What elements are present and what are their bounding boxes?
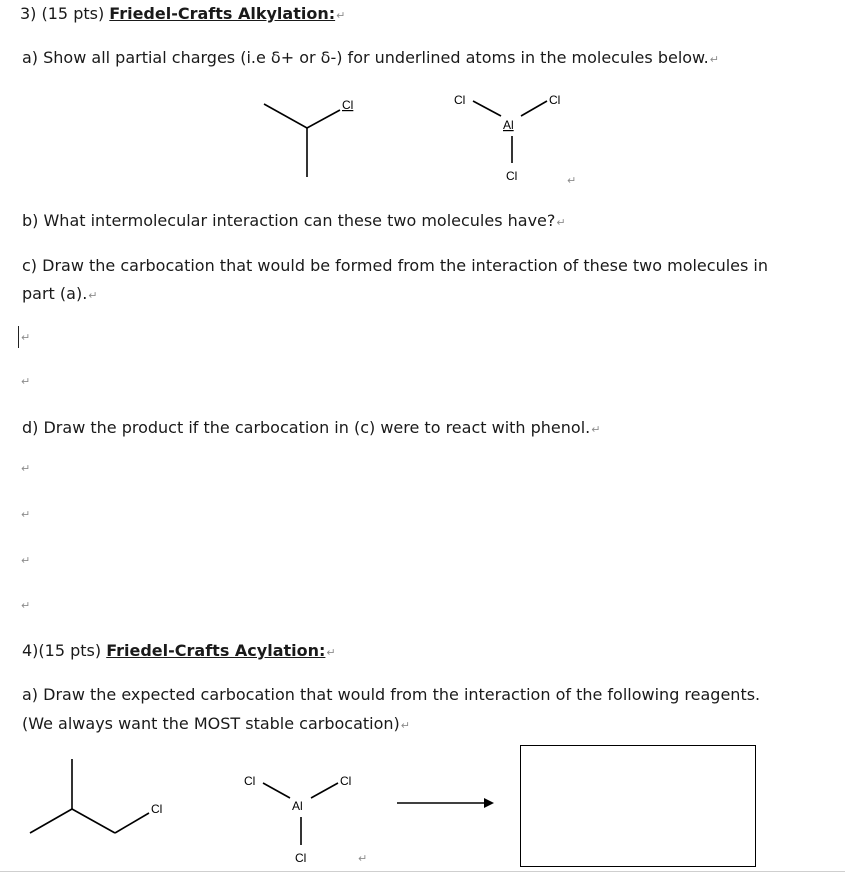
q3-title: Friedel-Crafts Alkylation:: [109, 4, 336, 23]
q4-number: 4)(15 pts): [22, 641, 102, 660]
q4-mol2-ligand-left: Cl: [244, 774, 256, 788]
q3-molecule-lewis-acid: [454, 93, 560, 183]
q3-mol2-ligand-left: Cl: [454, 93, 466, 107]
arrow-head: [484, 798, 494, 808]
paragraph-mark-icon: ↵: [400, 719, 411, 732]
reaction-arrow-icon: [397, 798, 494, 808]
q4-mol2-center: Al: [292, 799, 303, 813]
q4-heading: [22, 641, 336, 663]
q4-part-a-line2: [22, 714, 410, 736]
q4-molecule-lewis-acid: [244, 774, 351, 865]
paragraph-mark-icon: ↵: [21, 331, 31, 344]
q3-part-c-line2: [22, 284, 98, 306]
q4-part-a-line1: [22, 685, 760, 705]
q4-mol2-ligand-bottom: Cl: [295, 851, 307, 865]
bond: [521, 101, 547, 116]
q3-part-b-text: b) What intermolecular interaction can these two molecules have?: [22, 211, 556, 230]
q3-mol2-center: Al: [503, 118, 514, 132]
q3-part-c-text-1: c) Draw the carbocation that would be formed from the interaction of these two molecules in: [22, 256, 769, 275]
page-bottom-divider: [0, 871, 845, 872]
bond: [264, 104, 307, 128]
bond: [263, 783, 290, 798]
q3-number: 3) (15 pts): [20, 4, 105, 23]
paragraph-mark-icon: ↵: [21, 554, 31, 567]
q4-mol2-ligand-right: Cl: [340, 774, 352, 788]
q3-mol1-halogen-label: Cl: [342, 98, 354, 112]
paragraph-mark-icon: ↵: [21, 508, 31, 521]
paragraph-mark-icon: ↵: [709, 53, 719, 66]
q4-mol1-halogen-label: Cl: [151, 802, 163, 816]
paragraph-mark-icon: ↵: [21, 599, 31, 612]
q3-part-c-line1: [22, 256, 768, 276]
paragraph-mark-icon: ↵: [21, 375, 31, 388]
q4-title: Friedel-Crafts Acylation:: [106, 641, 326, 660]
paragraph-mark-icon: ↵: [336, 9, 346, 22]
paragraph-mark-icon: ↵: [556, 216, 566, 229]
paragraph-mark-icon: ↵: [591, 423, 601, 436]
q4-part-a-text-1: a) Draw the expected carbocation that would from the interaction of the following reagents.: [22, 685, 761, 704]
q3-mol2-ligand-bottom: Cl: [506, 169, 518, 183]
bond: [30, 809, 72, 833]
answer-box[interactable]: [520, 745, 756, 867]
q3-molecule-alkyl-halide: [264, 98, 353, 177]
bond: [115, 813, 149, 833]
q3-part-d: [22, 418, 600, 440]
q3-part-d-text: d) Draw the product if the carbocation in (c) were to react with phenol.: [22, 418, 591, 437]
q4-part-a-text-2: (We always want the MOST stable carbocation): [22, 714, 400, 733]
q3-part-c-text-2: part (a).: [22, 284, 88, 303]
paragraph-mark-icon: ↵: [326, 646, 336, 659]
q3-part-b: [22, 211, 566, 233]
text-cursor: [18, 326, 19, 348]
paragraph-mark-icon: ↵: [21, 462, 31, 475]
bond: [72, 809, 115, 833]
q3-part-a-text: a) Show all partial charges (i.e δ+ or δ-) for underlined atoms in the molecules below.: [22, 48, 709, 67]
q4-molecule-alkyl-halide: [30, 759, 162, 833]
bond: [473, 101, 501, 116]
bond: [307, 110, 340, 128]
bond: [311, 783, 338, 798]
paragraph-mark-icon: ↵: [567, 174, 577, 187]
paragraph-mark-icon: ↵: [358, 852, 368, 865]
q3-mol2-ligand-right: Cl: [549, 93, 561, 107]
paragraph-mark-icon: ↵: [88, 289, 98, 302]
